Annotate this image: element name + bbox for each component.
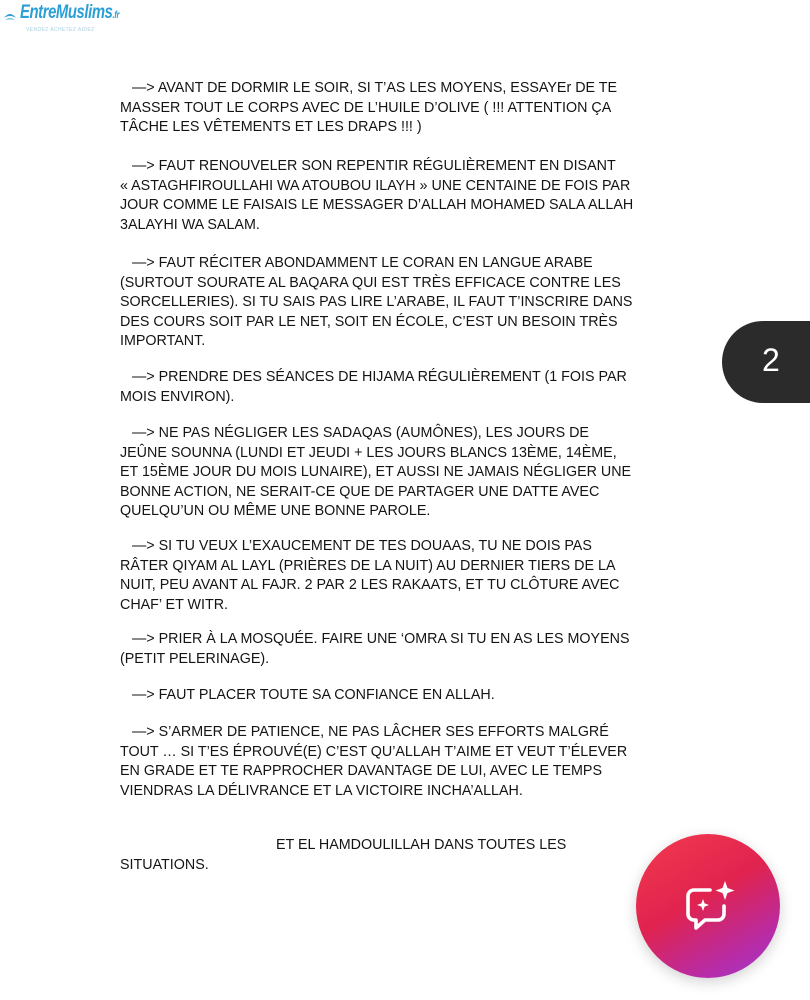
paragraph-line: NUIT, PEU AVANT AL FAJR. 2 PAR 2 LES RAKAATS, ET TU CLÔTURE AVEC	[120, 577, 620, 593]
paragraph-line: SORCELLERIES). SI TU SAIS PAS LIRE L’ARABE, IL FAUT T’INSCRIRE DANS	[120, 294, 633, 310]
paragraph-line: RÂTER QIYAM AL LAYL (PRIÈRES DE LA NUIT) AU DERNIER TIERS DE LA	[120, 557, 616, 574]
paragraph-line: « ASTAGHFIROULLAHI WA ATOUBOU ILAYH » UNE CENTAINE DE FOIS PAR	[120, 177, 631, 194]
ai-assistant-button[interactable]	[636, 834, 780, 978]
paragraph-line: JOUR COMME LE FAISAIS LE MESSAGER D’ALLAH MOHAMED SALA ALLAH	[120, 197, 634, 213]
paragraph-line: (PETIT PELERINAGE).	[120, 650, 270, 667]
paragraph-line: IMPORTANT.	[120, 333, 206, 349]
paragraph-line: —> PRENDRE DES SÉANCES DE HIJAMA RÉGULIÈREMENT (1 FOIS PAR	[132, 369, 627, 385]
paragraph-line: DES COURS SOIT PAR LE NET, SOIT EN ÉCOLE, C’EST UN BESOIN TRÈS	[120, 313, 618, 330]
paragraph-line: MASSER TOUT LE CORPS AVEC DE L’HUILE D’OLIVE ( !!! ATTENTION ÇA	[120, 99, 612, 116]
paragraph-line: MOIS ENVIRON).	[120, 388, 235, 405]
paragraph-line: QUELQU’UN OU MÊME UNE BONNE PAROLE.	[120, 503, 431, 519]
paragraph-line: 3ALAYHI WA SALAM.	[120, 216, 260, 233]
paragraph-mosquee	[120, 630, 720, 669]
paragraph-line: BONNE ACTION, NE SERAIT-CE QUE DE PARTAGER UNE DATTE AVEC	[120, 483, 600, 500]
paragraph-line: —> PRIER À LA MOSQUÉE. FAIRE UNE ‘OMRA SI TU EN AS LES MOYENS	[132, 631, 630, 647]
paragraph-line: —> AVANT DE DORMIR LE SOIR, SI T’AS LES MOYENS, ESSAYEr DE TE	[132, 80, 618, 96]
page-indicator[interactable]	[722, 321, 810, 403]
paragraph-confiance	[120, 686, 720, 706]
paragraph-line: JEÛNE SOUNNA (LUNDI ET JEUDI + LES JOURS BLANCS 13ÈME, 14ÈME,	[120, 444, 617, 461]
paragraph-line: —> NE PAS NÉGLIGER LES SADAQAS (AUMÔNES), LES JOURS DE	[132, 425, 589, 441]
paragraph-line: —> S’ARMER DE PATIENCE, NE PAS LÂCHER SES EFFORTS MALGRÉ	[132, 724, 609, 740]
paragraph-line: CHAF’ ET WITR.	[120, 596, 229, 613]
paragraph-line: TOUT … SI T’ES ÉPROUVÉ(E) C’EST QU’ALLAH T’AIME ET VEUT T’ÉLEVER	[120, 743, 628, 760]
logo-tagline: VENDEZ ACHETEZ AIDEZ	[26, 27, 95, 33]
paragraph-line: VIENDRAS LA DÉLIVRANCE ET LA VICTOIRE INCHA’ALLAH.	[120, 782, 523, 799]
paragraph-line: TÂCHE LES VÊTEMENTS ET LES DRAPS !!! )	[120, 119, 422, 135]
paragraph-line: ET 15ÈME JOUR DU MOIS LUNAIRE), ET AUSSI NE JAMAIS NÉGLIGER UNE	[120, 464, 632, 480]
paragraph-patience	[120, 723, 720, 801]
paragraph-line: —> FAUT PLACER TOUTE SA CONFIANCE EN ALLAH.	[132, 687, 495, 703]
closing-line-1: ET EL HAMDOULILLAH DANS TOUTES LES	[276, 837, 567, 853]
paragraph-hijama	[120, 368, 720, 407]
paragraph-line: —> FAUT RÉCITER ABONDAMMENT LE CORAN EN LANGUE ARABE	[132, 255, 593, 271]
sparkle-chat-icon	[680, 878, 738, 936]
paragraph-coran	[120, 254, 720, 352]
paragraph-line: (SURTOUT SOURATE AL BAQARA QUI EST TRÈS EFFICACE CONTRE LES	[120, 274, 621, 291]
paragraph-line: EN GRADE ET TE RAPPROCHER DAVANTAGE DE LUI, AVEC LE TEMPS	[120, 763, 602, 779]
paragraph-repentir	[120, 157, 720, 235]
paragraph-huile-olive	[120, 79, 720, 138]
paragraph-sadaqas	[120, 424, 720, 522]
page-number: 2	[762, 342, 780, 378]
paragraph-line: —> SI TU VEUX L’EXAUCEMENT DE TES DOUAAS, TU NE DOIS PAS	[132, 538, 592, 554]
paragraph-line: —> FAUT RENOUVELER SON REPENTIR RÉGULIÈREMENT EN DISANT	[132, 158, 616, 174]
paragraph-qiyam	[120, 537, 720, 615]
logo-brand-text: EntreMuslims.fr	[20, 2, 120, 23]
closing-line-2: SITUATIONS.	[120, 857, 209, 873]
